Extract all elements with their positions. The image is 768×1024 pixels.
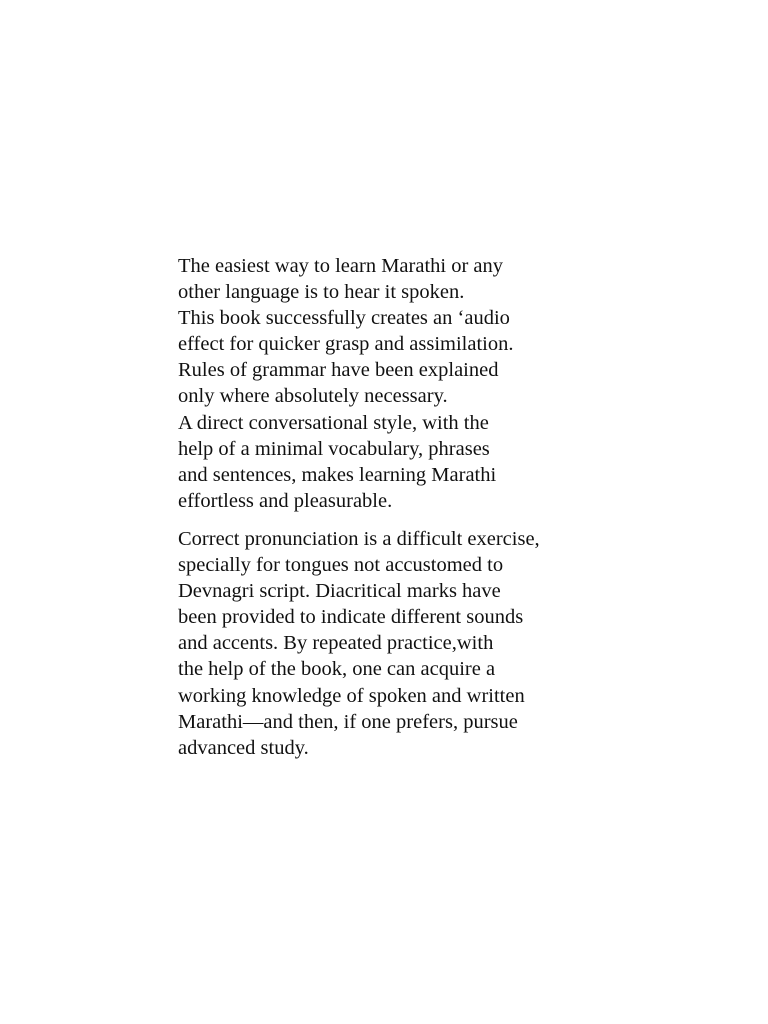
text-line: Correct pronunciation is a difficult exercise, (178, 527, 540, 550)
text-line: A direct conversational style, with the (178, 411, 489, 434)
text-line: Marathi—and then, if one prefers, pursue (178, 710, 518, 733)
text-line: The easiest way to learn Marathi or any (178, 255, 504, 277)
text-line: other language is to hear it spoken. (178, 281, 465, 304)
text-line: and accents. By repeated practice,with (178, 632, 494, 655)
blurb-paragraph-1 (178, 253, 598, 514)
text-line: and sentences, makes learning Marathi (178, 463, 497, 486)
blurb-paragraph-2 (178, 526, 598, 761)
text-line: only where absolutely necessary. (178, 385, 448, 408)
text-line: This book successfully creates an ‘audio (178, 307, 510, 330)
text-line: Rules of grammar have been explained (178, 359, 499, 382)
text-line: effect for quicker grasp and assimilation. (178, 333, 514, 356)
text-line: advanced study. (178, 736, 309, 759)
text-line: help of a minimal vocabulary, phrases (178, 437, 490, 460)
text-line: effortless and pleasurable. (178, 489, 393, 512)
book-blurb (178, 253, 598, 761)
text-line: working knowledge of spoken and written (178, 684, 525, 707)
text-line: been provided to indicate different sounds (178, 606, 524, 629)
text-line: the help of the book, one can acquire a (178, 658, 496, 681)
text-line: Devnagri script. Diacritical marks have (178, 580, 501, 603)
text-line: specially for tongues not accustomed to (178, 554, 504, 577)
